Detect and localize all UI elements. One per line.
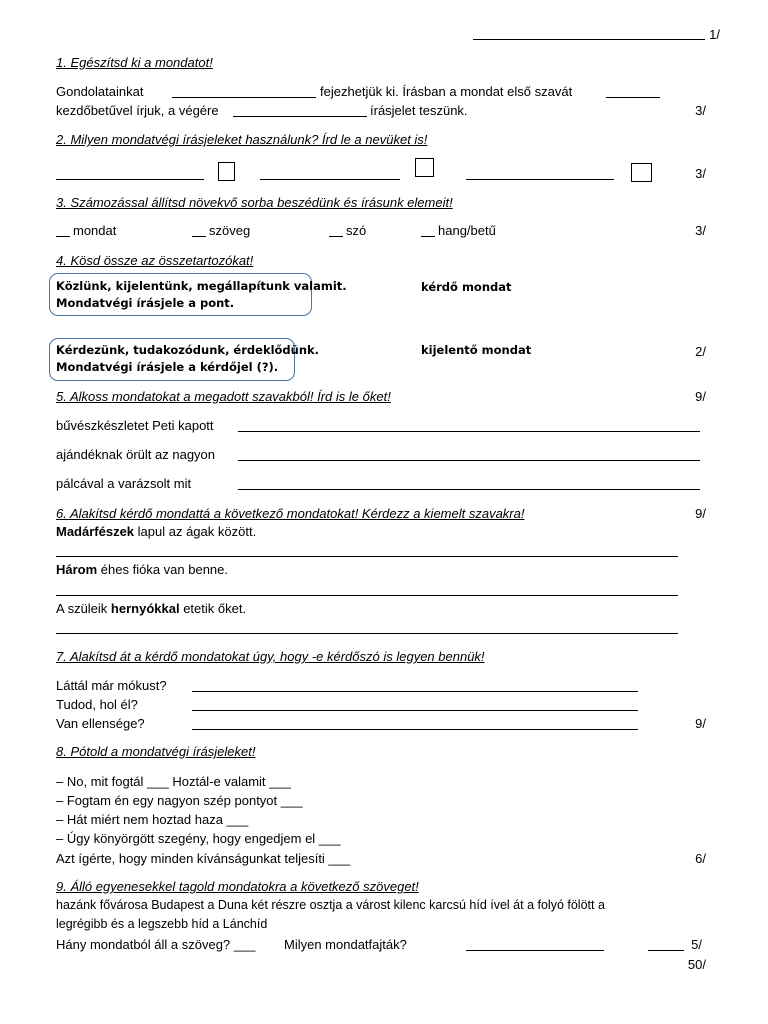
q6-answer-line-2[interactable] (56, 595, 678, 596)
q2-blank-1[interactable] (56, 179, 204, 180)
q3-item-1: mondat (73, 223, 117, 238)
page-score-top: 1/ (709, 27, 720, 42)
q7-score: 9/ (695, 716, 706, 731)
q7-answer-line-2[interactable] (192, 710, 638, 711)
q1-line1-a: Gondolatainkat (56, 84, 144, 99)
q4-right-question: kérdő mondat (421, 280, 512, 294)
q6-s1-rest: lapul az ágak között. (134, 524, 257, 539)
q9-text-line-2: legrégibb és a legszebb híd a Lánchíd (56, 917, 268, 931)
q6-answer-line-1[interactable] (56, 556, 678, 557)
q9-text-line-1: hazánk fővárosa Budapest a Duna két részre osztja a várost kilenc karcsú híd ível át a folyó fölött a (56, 898, 605, 912)
q3-blank-1[interactable] (56, 236, 70, 237)
q3-item-2: szöveg (209, 223, 251, 238)
q2-blank-2[interactable] (260, 179, 400, 180)
q6-s3-pre: A szüleik (56, 601, 111, 616)
q1-blank-3[interactable] (233, 116, 367, 117)
q1-title: 1. Egészítsd ki a mondatot! (56, 55, 213, 70)
q1-line1-b: fejezhetjük ki. Írásban a mondat első szavát (320, 84, 573, 99)
q9-score: 5/ (691, 937, 702, 952)
q8-row-2: – Fogtam én egy nagyon szép pontyot ___ (56, 793, 303, 808)
q4-title: 4. Kösd össze az összetartozókat! (56, 253, 254, 268)
q9-question-count: Hány mondatból áll a szöveg? ___ (56, 937, 256, 952)
q8-row-3: – Hát miért nem hoztad haza ___ (56, 812, 249, 827)
q6-sentence-2 (56, 563, 228, 576)
q8-row-5: Azt ígérte, hogy minden kívánságunkat teljesíti ___ (56, 851, 351, 866)
q6-s3-rest: etetik őket. (179, 601, 247, 616)
q3-score: 3/ (695, 223, 706, 238)
q8-row-4: – Úgy könyörgött szegény, hogy engedjem el ___ (56, 831, 341, 846)
q5-score: 9/ (695, 389, 706, 404)
q2-score: 3/ (695, 166, 706, 181)
q1-blank-1[interactable] (172, 97, 316, 98)
q5-row-3: pálcával a varázsolt mit (56, 476, 192, 491)
q3-item-4: hang/betű (438, 223, 496, 238)
page-score-total: 50/ (687, 957, 706, 972)
q1-blank-2[interactable] (606, 97, 660, 98)
q6-title: 6. Alakítsd kérdő mondattá a következő mondatokat! Kérdezz a kiemelt szavakra! (56, 506, 525, 521)
q4-score: 2/ (695, 344, 706, 359)
q1-score: 3/ (695, 103, 706, 118)
q4-box2-line2: Mondatvégi írásjele a kérdőjel (?). (56, 360, 279, 374)
q7-row-1: Láttál már mókust? (56, 678, 167, 693)
q6-s3-bold: hernyókkal (110, 601, 180, 616)
name-line[interactable] (473, 39, 705, 40)
q7-title: 7. Alakítsd át a kérdő mondatokat úgy, hogy -e kérdőszó is legyen bennük! (56, 649, 485, 664)
q2-checkbox-2[interactable] (415, 158, 434, 177)
q4-box2-line1: Kérdezünk, tudakozódunk, érdeklődünk. (56, 343, 320, 357)
q7-row-3: Van ellensége? (56, 716, 145, 731)
q9-score-line[interactable] (648, 950, 684, 951)
q1-line2-b: írásjelet teszünk. (370, 103, 468, 118)
q5-row-2: ajándéknak örült az nagyon (56, 447, 216, 462)
q4-box1-line1: Közlünk, kijelentünk, megállapítunk valamit. (56, 279, 347, 293)
q9-answer-line[interactable] (466, 950, 604, 951)
q6-sentence-1 (56, 525, 256, 538)
q6-score: 9/ (695, 506, 706, 521)
q9-question-types: Milyen mondatfajták? (284, 937, 407, 952)
q2-blank-3[interactable] (466, 179, 614, 180)
q6-s1-bold: Madárfészek (56, 524, 135, 539)
q4-right-statement: kijelentő mondat (421, 343, 532, 357)
q5-answer-line-3[interactable] (238, 489, 700, 490)
q3-blank-2[interactable] (192, 236, 206, 237)
q7-answer-line-3[interactable] (192, 729, 638, 730)
q3-blank-3[interactable] (329, 236, 343, 237)
q5-title: 5. Alkoss mondatokat a megadott szavakból! Írd is le őket! (56, 389, 391, 404)
q3-title: 3. Számozással állítsd növekvő sorba beszédünk és írásunk elemeit! (56, 195, 453, 210)
q3-item-3: szó (346, 223, 367, 238)
q5-answer-line-1[interactable] (238, 431, 700, 432)
q8-title: 8. Pótold a mondatvégi írásjeleket! (56, 744, 256, 759)
q7-row-2: Tudod, hol él? (56, 697, 138, 712)
q1-line2-a: kezdőbetűvel írjuk, a végére (56, 103, 219, 118)
q5-row-1: bűvészkészletet Peti kapott (56, 418, 214, 433)
q3-blank-4[interactable] (421, 236, 435, 237)
q8-score: 6/ (695, 851, 706, 866)
q2-checkbox-3[interactable] (631, 163, 652, 182)
q4-box1-line2: Mondatvégi írásjele a pont. (56, 296, 235, 310)
q8-row-1: – No, mit fogtál ___ Hoztál-e valamit ___ (56, 774, 291, 789)
q6-answer-line-3[interactable] (56, 633, 678, 634)
q9-title: 9. Álló egyenesekkel tagold mondatokra a következő szöveget! (56, 879, 419, 894)
q2-title: 2. Milyen mondatvégi írásjeleket használunk? Írd le a nevüket is! (56, 132, 428, 147)
q2-checkbox-1[interactable] (218, 162, 235, 181)
q5-answer-line-2[interactable] (238, 460, 700, 461)
q6-s2-rest: éhes fióka van benne. (97, 562, 229, 577)
q7-answer-line-1[interactable] (192, 691, 638, 692)
q6-sentence-3 (56, 602, 246, 615)
q6-s2-bold: Három (56, 562, 98, 577)
